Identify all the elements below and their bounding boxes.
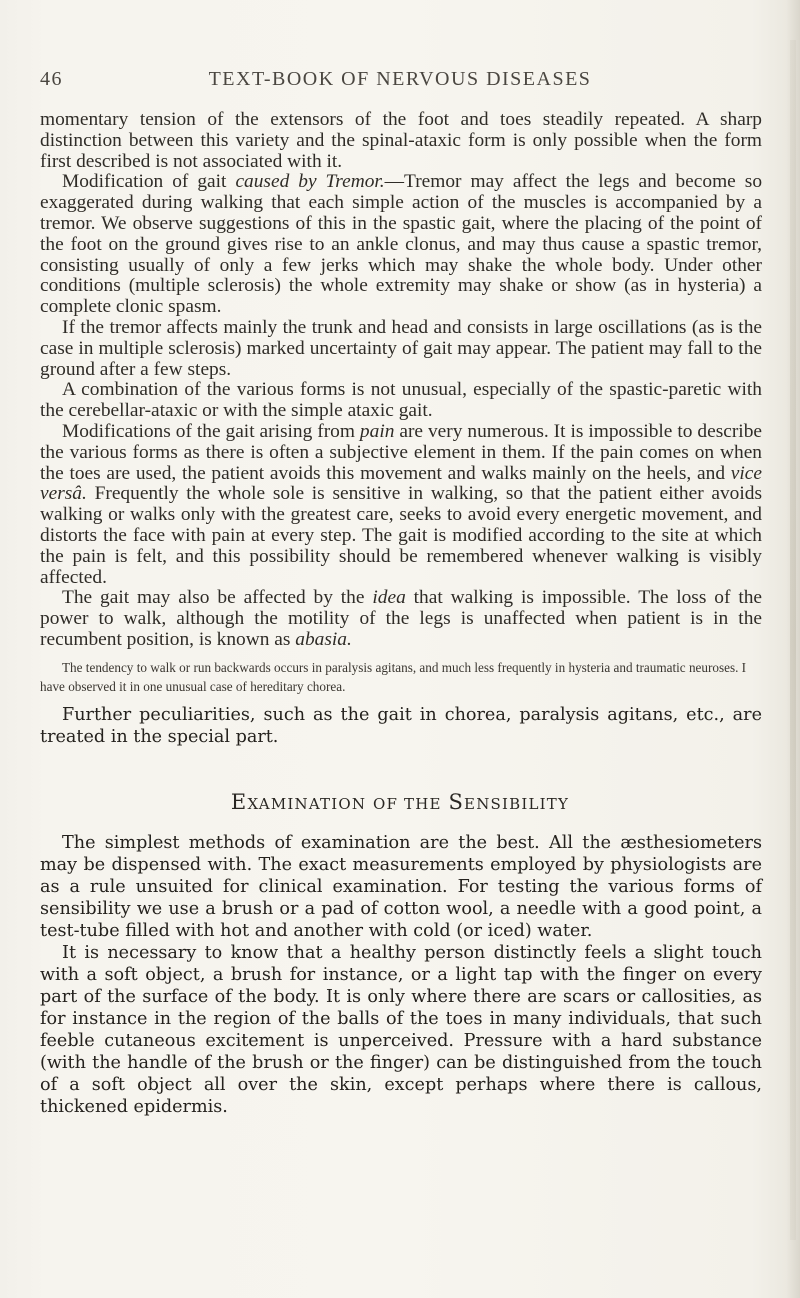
paragraph-pain-gait: Modifications of the gait arising from pain are very numerous. It is impossible to describe the various forms as there is often a subjective element in them. If the pain comes on when the toes are used, the patient avoids this movement and walks mainly on the heels, and vice versâ. Frequently the whole sole is sensitive in walking, so that the patient either avoids walking or walks only with the greatest care, seeks to avoid every energetic movement, and distorts the face with pain at every step. The gait is modified according to the site at which the pain is felt, and this possibility should be remembered whenever walking is visibly affected.: [40, 420, 762, 588]
gait-text-block: [40, 110, 762, 748]
running-header: [40, 68, 760, 94]
sensibility-text-block: [40, 832, 762, 1118]
page-edge-shade: [790, 40, 796, 1240]
paragraph-further-peculiarities: Further peculiarities, such as the gait in chorea, paralysis agitans, etc., are treated in the special part.: [40, 704, 762, 747]
paragraph-abasia: The gait may also be affected by the idea that walking is impossible. The loss of the power to walk, although the motility of the legs is unaffected when patient is in the recumbent position, is known as abasia.: [40, 587, 763, 650]
paragraph-tremor-gait: Modification of gait caused by Tremor.—Tremor may affect the legs and become so exaggerated during walking that each simple action of the muscles is accompanied by a tremor. We observe suggestions of this in the spastic gait, where the placing of the point of the foot on the ground gives rise to an ankle clonus, and may thus cause a spastic tremor, consisting usually of only a few jerks which may shake the whole body. Under other conditions (multiple sclerosis) the whole extremity may shake or show (as in hysteria) a complete clonic spasm.: [40, 171, 763, 318]
paragraph-trunk-tremor: If the tremor affects mainly the trunk and head and consists in large oscillations (as is the case in multiple sclerosis) marked uncertainty of gait may appear. The patient may fall to the ground after a few steps.: [40, 316, 762, 380]
page-number: 46: [40, 68, 63, 90]
paragraph-simplest-methods: The simplest methods of examination are the best. All the æsthesiometers may be dispensed with. The exact measurements employed by physiologists are as a rule unsuited for clinical examination. For testing the various forms of sensibility we use a brush or a pad of cotton wool, a needle with a good point, a test-tube filled with hot and another with cold (or iced) water.: [40, 833, 762, 941]
running-title: TEXT-BOOK OF NERVOUS DISEASES: [208, 68, 592, 90]
paragraph-combination-forms: A combination of the various forms is not unusual, especially of the spastic-paretic with the cerebellar-ataxic or with the simple ataxic gait.: [40, 379, 762, 422]
footnote-backwards-walking: The tendency to walk or run backwards occurs in paralysis agitans, and much less frequently in hysteria and traumatic neuroses. I have observed it in one unusual case of hereditary chorea.: [40, 659, 747, 694]
italic-pain: pain: [359, 420, 395, 442]
section-heading-sensibility: EXAMINATION OF THE SENSIBILITY: [230, 790, 570, 814]
paragraph-healthy-touch: It is necessary to know that a healthy person distinctly feels a slight touch with a soft object, a brush for instance, or a light tap with the finger on every part of the surface of the body. It is only where there are scars or callosities, as for instance in the region of the balls of the toes in many individuals, that such feeble cutaneous excitement is unperceived. Pressure with a hard substance (with the handle of the brush or the finger) can be distinguished from the touch of a soft object all over the skin, except perhaps where there is callous, thickened epidermis.: [40, 943, 762, 1117]
paragraph-extensor-tension: momentary tension of the extensors of the foot and toes steadily repeated. A sharp distinction between this variety and the spinal-ataxic form is only possible when the form first described is not associated with it.: [40, 109, 762, 172]
italic-caused-by-tremor: caused by Tremor.: [235, 171, 385, 193]
italic-abasia: abasia.: [295, 628, 352, 650]
italic-idea: idea: [372, 587, 406, 609]
italic-vice-versa: vice versâ.: [40, 462, 762, 505]
